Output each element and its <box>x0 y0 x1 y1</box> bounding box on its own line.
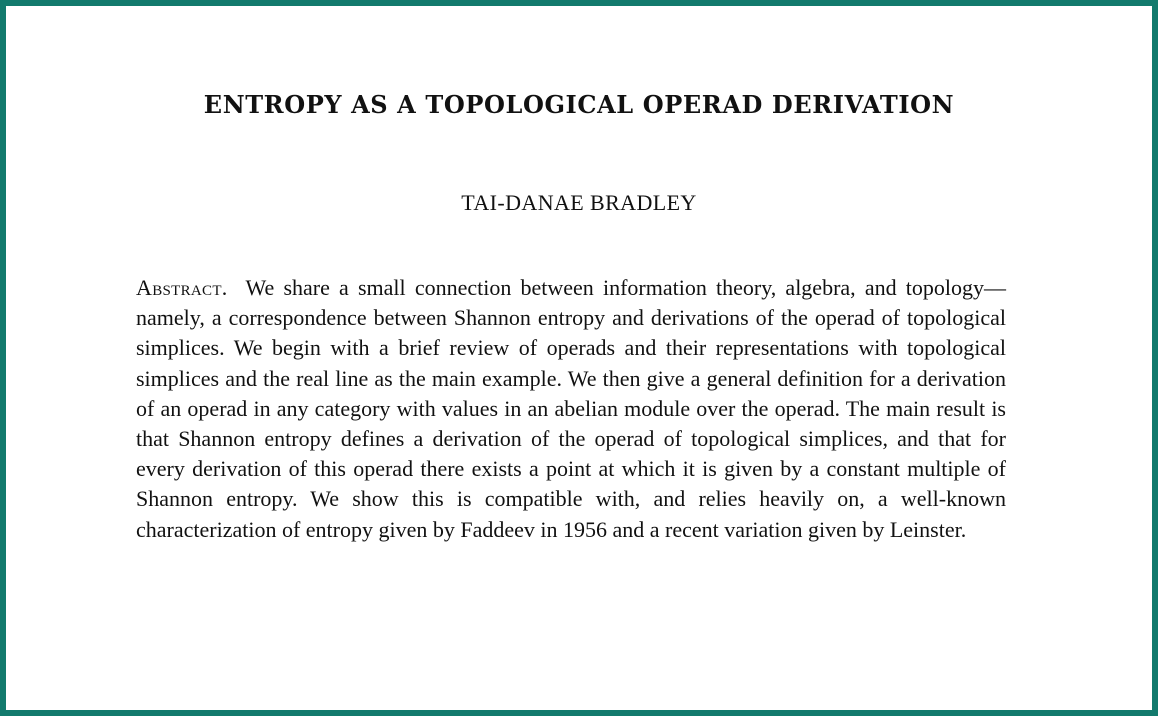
abstract-label: Abstract. <box>136 275 228 300</box>
abstract-paragraph <box>136 273 1006 545</box>
paper-title: ENTROPY AS A TOPOLOGICAL OPERAD DERIVATION <box>203 90 955 119</box>
abstract-text: We share a small connection between information theory, algebra, and topology—namely, a correspondence between Shannon entropy and derivations of the operad of topological simplices. We begin with a brief review of operads and their representations with topological simplices and the real line as the main example. We then give a general definition for a derivation of an operad in any category with values in an abelian module over the operad. The main result is that Shannon entropy defines a derivation of the operad of topological simplices, and that for every derivation of this operad there exists a point at which it is given by a constant multiple of Shannon entropy. We show this is compatible with, and relies heavily on, a well-known characterization of entropy given by Faddeev in 1956 and a recent variation given by Leinster. <box>136 275 1006 542</box>
paper-author: TAI-DANAE BRADLEY <box>461 190 697 215</box>
